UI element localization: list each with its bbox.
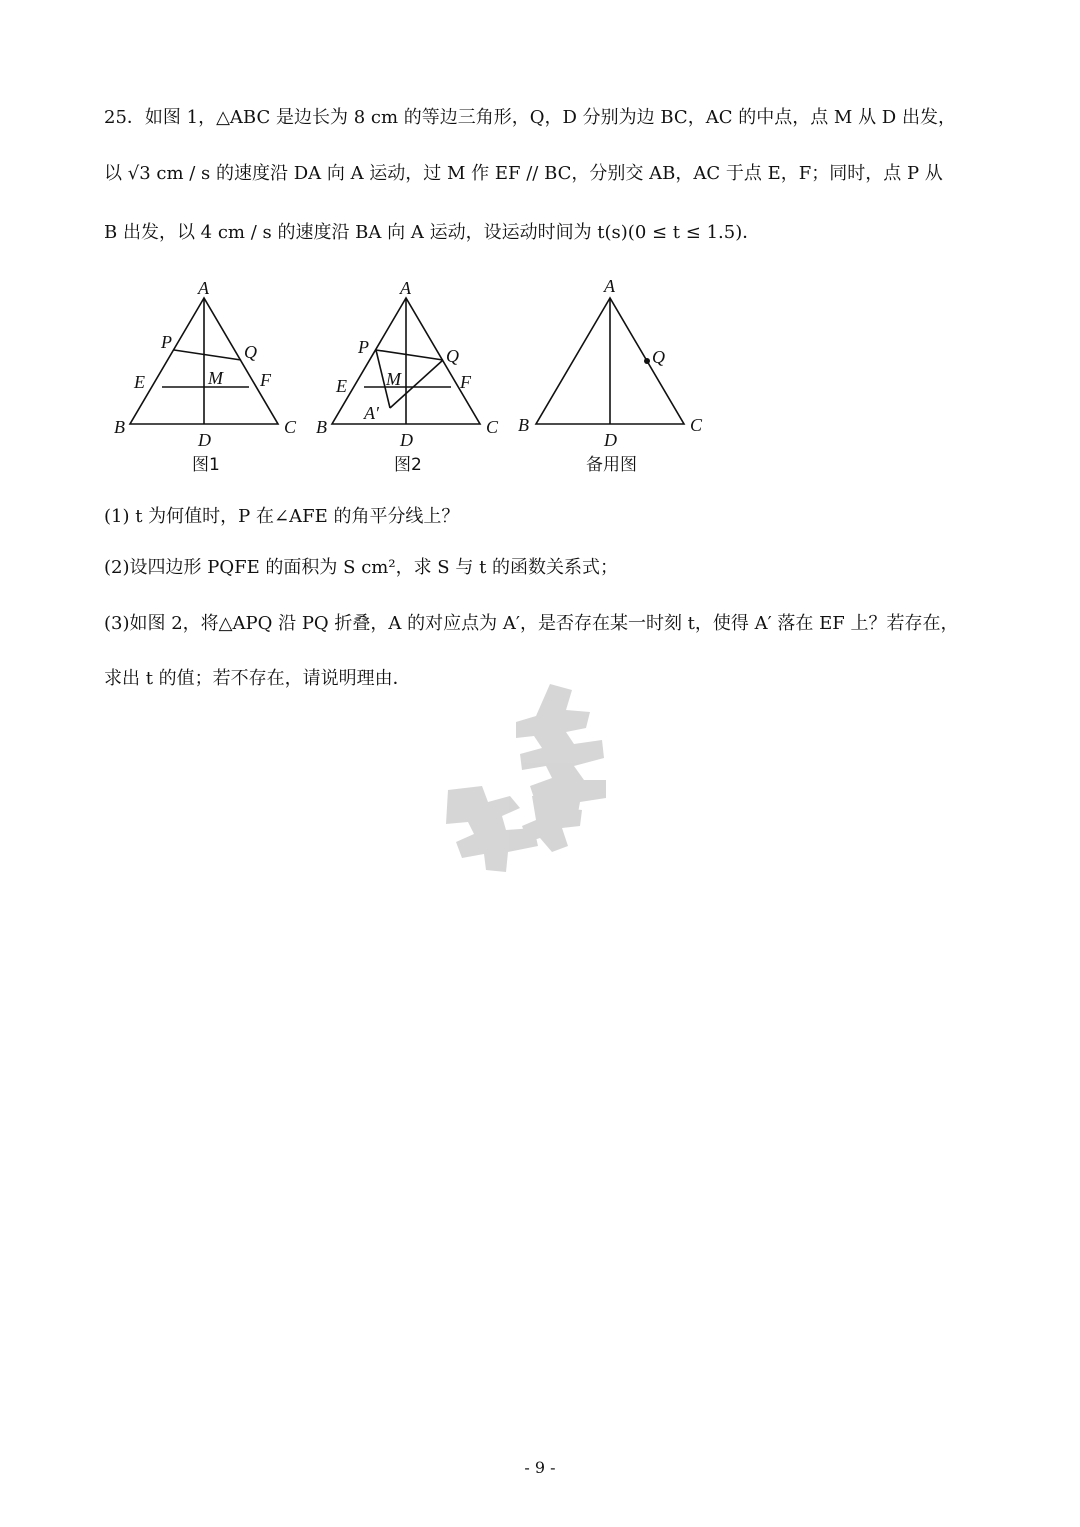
question-2: (2)设四边形 PQFE 的面积为 S cm²，求 S 与 t 的函数关系式； [104,557,619,578]
fig1-label-f: F [260,370,271,390]
fig1-label-a: A [198,278,209,298]
fig3-point-q [644,358,650,364]
fig1-label-p: P [161,332,172,352]
fig3-label-b: B [518,415,529,435]
question-3-line-2: 求出 t 的值；若不存在，请说明理由． [104,668,411,689]
fig2-label-q: Q [446,346,459,366]
fig1-label-m: M [208,368,223,388]
fig1-label-q: Q [244,342,257,362]
fig2-label-m: M [386,369,401,389]
fig2-line-pq [376,350,443,360]
fig2-label-a: A [400,278,411,298]
fig1-line-pq [174,350,241,360]
fig1-label-c: C [284,417,297,437]
question-3-line-1: (3)如图 2，将△APQ 沿 PQ 折叠，A 的对应点为 A′，是否存在某一时刻 t，使得 A′ 落在 EF 上？若存在， [104,613,959,634]
fig2-label-c: C [486,417,499,437]
fig1-label-d: D [198,430,211,450]
fig2-label-b: B [316,417,327,437]
fig3-label-c: C [690,415,703,435]
fig2-label-p: P [358,337,369,357]
fig3-caption: 备用图 [586,455,637,475]
fig1-label-b: B [114,417,125,437]
fig3-label-q: Q [652,347,665,367]
fig3-label-d: D [604,430,617,450]
fig2-label-a-prime: A′ [364,403,379,423]
fig2-caption: 图2 [394,455,422,475]
figures-row [100,272,740,486]
fig1-caption: 图1 [192,455,220,475]
fig2-label-e: E [336,376,347,396]
problem-line-2: 以 √3 cm / s 的速度沿 DA 向 A 运动，过 M 作 EF // BC，分别交 AB，AC 于点 E，F；同时，点 P 从 [104,163,943,184]
problem-line-3: B 出发，以 4 cm / s 的速度沿 BA 向 A 运动，设运动时间为 t(s)(0 ≤ t ≤ 1.5)． [104,222,761,243]
problem-line-1: 25．如图 1，△ABC 是边长为 8 cm 的等边三角形，Q，D 分别为边 BC，AC 的中点，点 M 从 D 出发， [104,107,956,128]
fig1-label-e: E [134,372,145,392]
fig2-label-d: D [400,430,413,450]
fig2-label-f: F [460,372,471,392]
fig3-label-a: A [604,276,615,296]
watermark-seal [440,680,660,880]
page-number: - 9 - [524,1458,556,1477]
question-1: (1) t 为何值时，P 在∠AFE 的角平分线上？ [104,506,460,527]
